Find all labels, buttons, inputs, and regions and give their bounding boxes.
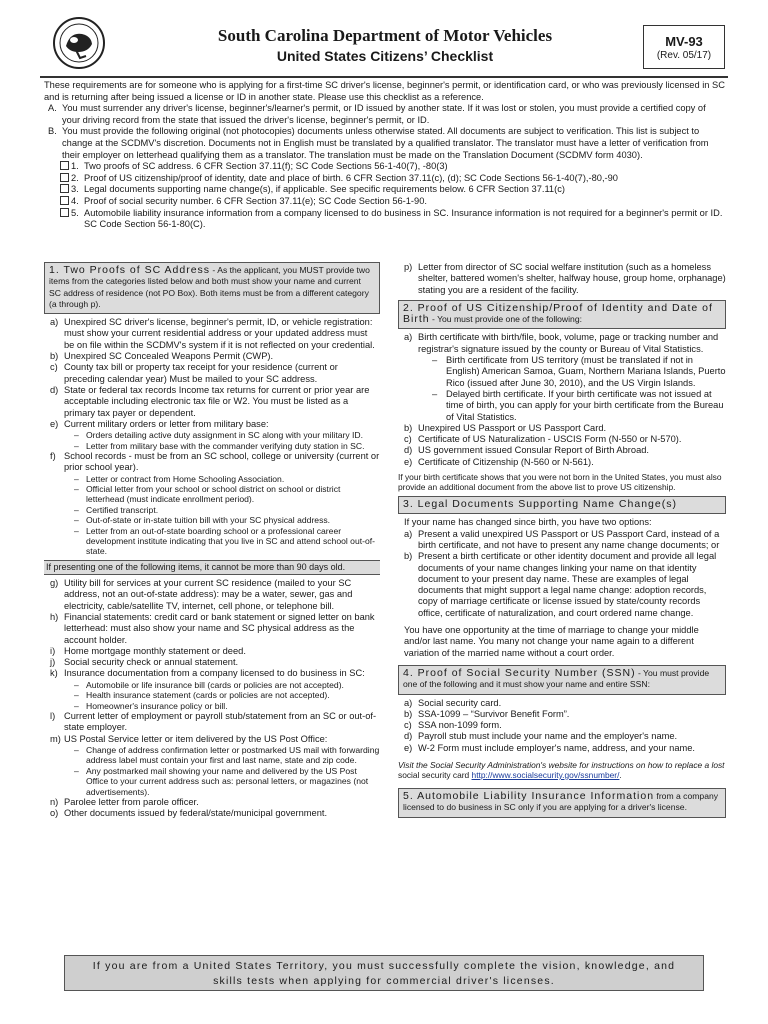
checklist-item[interactable] bbox=[44, 196, 726, 208]
sub-item: – Any postmarked mail showing your name and delivered by the US Post Office to your current address such as: personal letters, or magazines (not advertisements). bbox=[44, 766, 380, 797]
checkbox-icon[interactable] bbox=[60, 184, 69, 193]
checklist-item[interactable] bbox=[44, 173, 726, 185]
item-letter: m) bbox=[50, 733, 61, 744]
intro-item-b-letter: B. bbox=[48, 126, 57, 137]
list-item bbox=[44, 797, 380, 808]
list-item bbox=[398, 709, 726, 720]
intro-text: These requirements are for someone who is applying for a first-time SC driver's license, beginner's permit, or identification card, or who was previously licensed in SC and is returning after being issued a license or ID in another state. Please use this checklist as a reference. bbox=[44, 80, 725, 102]
item-text: Parolee letter from parole officer. bbox=[64, 796, 199, 807]
item-text: Financial statements: credit card or bank statement or signed letter on bank letterhead: must also show your name and SC physical address as the account holder. bbox=[64, 612, 375, 645]
item-letter: h) bbox=[50, 612, 59, 622]
checklist-number: 2. bbox=[71, 172, 79, 183]
sub-item: – Health insurance statement (cards or policies are not accepted). bbox=[44, 690, 380, 700]
page-subtitle: United States Citizens’ Checklist bbox=[276, 48, 494, 64]
checklist-number: 3. bbox=[71, 184, 79, 195]
item-letter: l) bbox=[50, 711, 56, 721]
intro-section bbox=[44, 80, 726, 231]
item-text: Birth certificate with birth/file, book, volume, page or tracking number and registrar's signature issued by the county or Bureau of Vital Statistics. bbox=[418, 332, 719, 354]
item-text: Utility bill for services at your current SC residence (mailed to your SC address, not an out-of-state address): may be a water, sewer, gas and electricity, cable/satellite TV, internet, cell phone, or telephone bill. bbox=[64, 578, 353, 611]
section-5-heading: 5. Automobile Liability Insurance Information bbox=[403, 789, 655, 802]
list-item bbox=[44, 612, 380, 646]
item-letter: i) bbox=[50, 645, 56, 656]
section-5-desc: from a company licensed to do business in SC only if you are applying for a driver's license. bbox=[403, 790, 719, 813]
checklist-number: 1. bbox=[71, 161, 79, 172]
checklist-number: 4. bbox=[71, 195, 79, 206]
sub-item-text: Letter from military base with the commander verifying duty station in SC. bbox=[86, 440, 365, 451]
checklist-text: Automobile liability insurance information from a company licensed to do business in SC. Insurance information is not required for a beginner's permit or ID. SC Code Section 56-1-80(C). bbox=[84, 207, 723, 230]
sub-item-text: Official letter from your school or school district on school or district letterhead (must indicate enrollment period). bbox=[86, 483, 341, 505]
item-text: US Postal Service letter or item delivered by the US Post Office: bbox=[64, 733, 328, 744]
sub-item-text: Automobile or life insurance bill (cards or policies are not accepted). bbox=[86, 679, 344, 690]
item-text: SSA-1099 – “Survivor Benefit Form”. bbox=[418, 708, 570, 719]
ninety-day-note: If presenting one of the following items, it cannot be more than 90 days old. bbox=[44, 560, 380, 575]
ssa-website-link[interactable]: http://www.socialsecurity.gov/ssnumber/ bbox=[471, 769, 620, 780]
item-letter: n) bbox=[50, 796, 59, 807]
right-column bbox=[398, 262, 726, 821]
footer-line-1: If you are from a United States Territory, you must successfully complete the vision, knowledge, and bbox=[92, 960, 676, 972]
item-letter: c) bbox=[50, 362, 58, 373]
list-item bbox=[44, 419, 380, 430]
form-revision: (Rev. 05/17) bbox=[656, 50, 712, 61]
list-item bbox=[398, 698, 726, 709]
sub-item: – Homeowner's insurance policy or bill. bbox=[44, 701, 380, 711]
sub-item: – Official letter from your school or school district on school or district letterhead (must indicate enrollment period). bbox=[44, 484, 380, 505]
item-letter: o) bbox=[50, 808, 59, 819]
item-letter: b) bbox=[404, 551, 413, 562]
scdmv-seal-logo-icon bbox=[52, 16, 106, 70]
section-2-header bbox=[398, 300, 726, 330]
ssn-note-end: . bbox=[619, 769, 622, 780]
sub-item: – Letter from an out-of-state boarding school or a professional career development institute indicating that you live in SC and attend school out-of-state. bbox=[44, 526, 380, 557]
item-letter: e) bbox=[404, 456, 413, 467]
page-title: South Carolina Department of Motor Vehicles bbox=[217, 26, 553, 45]
item-letter: f) bbox=[50, 450, 56, 461]
item-text: Unexpired US Passport or US Passport Card. bbox=[418, 422, 607, 433]
item-letter: b) bbox=[404, 708, 413, 719]
item-text: Present a birth certificate or other identity document and provide all legal documents of your name changes linking your name on that identity document to your present day name. These are examples of legal documents that might support a legal name change: adoption records, copy of marriage certificate or license issued by state/county records office, certificate of naturalization, and court ordered name change. bbox=[418, 551, 717, 618]
sub-item: – Change of address confirmation letter or postmarked US mail with forwarding address label must contain your first and last name, state and zip code. bbox=[74, 744, 380, 766]
footer-notice bbox=[64, 955, 704, 991]
list-item bbox=[398, 529, 726, 552]
section-4-header bbox=[398, 665, 726, 695]
form-number: MV-93 bbox=[665, 34, 703, 49]
sub-item: – Orders detailing active duty assignment in SC along with your military ID. bbox=[44, 430, 380, 440]
list-item bbox=[398, 332, 726, 355]
list-item bbox=[398, 262, 726, 296]
sub-item: – Letter or contract from Home Schooling Association. bbox=[44, 474, 380, 484]
item-text: Unexpired SC driver's license, beginner's permit, ID, or vehicle registration: must show your current residential address or your updated address must be on file within the SCDMV's system if it is not reflected on your credential. bbox=[64, 317, 375, 350]
list-item bbox=[44, 808, 380, 819]
list-item bbox=[398, 457, 726, 468]
list-item bbox=[44, 657, 380, 668]
section-1-heading: 1. Two Proofs of SC Address bbox=[49, 264, 211, 276]
item-text: Letter from director of SC social welfare institution (such as a homeless shelter, battered women's shelter, halfway house, group home, orphanage) stating you are a resident of the facility. bbox=[418, 262, 726, 295]
item-text: Unexpired SC Concealed Weapons Permit (CWP). bbox=[64, 351, 274, 362]
sub-item-text: Orders detailing active duty assignment in SC along with your military ID. bbox=[86, 430, 364, 441]
section-3-header bbox=[398, 496, 726, 514]
section-2-desc: - You must provide one of the following: bbox=[429, 314, 582, 325]
intro-item-b bbox=[44, 126, 726, 161]
section-2-note: If your birth certificate shows that you were not born in the United States, you must also provide an additional document from the above list to prove US citizenship. bbox=[398, 472, 722, 493]
list-item bbox=[44, 711, 380, 734]
checkbox-icon[interactable] bbox=[60, 208, 69, 217]
sub-item: – Birth certificate from US territory (must be translated if not in English) American Samoa, Guam, Northern Mariana Islands, Puerto Rico (issued after June 30, 2010), and the US Virgin Islands. bbox=[432, 355, 726, 388]
item-letter: j) bbox=[50, 657, 56, 668]
item-letter: a) bbox=[404, 697, 413, 708]
checklist-item[interactable] bbox=[44, 208, 726, 231]
sub-item-text: Any postmarked mail showing your name and delivered by the US Post Office to your current address such as: personal letters, or magazines (not advertisements). bbox=[86, 765, 369, 797]
item-letter: k) bbox=[50, 668, 58, 679]
checklist-text: Proof of social security number. 6 CFR Section 37.11(e); SC Code Section 56-1-90. bbox=[84, 195, 427, 206]
section-3-heading: 3. Legal Documents Supporting Name Change(s) bbox=[403, 498, 677, 511]
sub-item: – Certified transcript. bbox=[44, 505, 380, 515]
item-letter: c) bbox=[404, 720, 412, 731]
item-letter: p) bbox=[404, 262, 413, 272]
item-text: Insurance documentation from a company licensed to do business in SC: bbox=[64, 668, 365, 679]
form-number-box bbox=[643, 25, 725, 69]
item-text: Social security card. bbox=[418, 697, 502, 708]
item-text: Certificate of US Naturalization - USCIS Form (N-550 or N-570). bbox=[418, 434, 682, 445]
item-letter: g) bbox=[50, 578, 59, 589]
item-letter: b) bbox=[50, 351, 59, 362]
item-text: Current military orders or letter from military base: bbox=[64, 418, 269, 429]
ssn-note-italic: Visit the Social Security Administration's website for instructions on how to replace a lost bbox=[398, 759, 725, 770]
list-item bbox=[44, 385, 380, 419]
checkbox-icon[interactable] bbox=[60, 196, 69, 205]
checkbox-icon[interactable] bbox=[60, 161, 69, 170]
item-letter: c) bbox=[404, 434, 412, 445]
intro-item-a-letter: A. bbox=[48, 103, 57, 114]
item-text: Certificate of Citizenship (N-560 or N-561). bbox=[418, 456, 594, 467]
left-column bbox=[44, 262, 380, 820]
item-text: School records - must be from an SC school, college or university (current or prior school year). bbox=[64, 450, 380, 473]
sub-item-text: Homeowner's insurance policy or bill. bbox=[86, 700, 228, 711]
sub-item-text: Letter from an out-of-state boarding school or a professional career development institute indicating that you live in SC and attend school out-of-state. bbox=[86, 525, 376, 557]
section-2-heading: 2. Proof of US Citizenship/Proof of Identity and Date of Birth bbox=[403, 301, 713, 326]
section-1-desc: - As the applicant, you MUST provide two items from the categories listed below and both must show your name and current SC address of residence (not PO Box). Both items must be from a different category (a through p). bbox=[49, 265, 370, 309]
item-letter: d) bbox=[404, 445, 413, 456]
list-item bbox=[398, 720, 726, 731]
item-text: Social security check or annual statement. bbox=[64, 657, 239, 668]
list-item bbox=[398, 445, 726, 456]
sub-item-text: Letter or contract from Home Schooling Association. bbox=[86, 473, 285, 484]
sub-item-text: Certified transcript. bbox=[86, 504, 159, 515]
item-text: Present a valid unexpired US Passport or US Passport Card, instead of a birth certificate, and not have to present any name change documents; or bbox=[418, 528, 720, 550]
section-5-header bbox=[398, 788, 726, 818]
intro-item-a bbox=[44, 103, 726, 126]
sub-item-text: Change of address confirmation letter or postmarked US mail with forwarding address label must contain your first and last name, state and zip code. bbox=[86, 744, 380, 766]
item-text: Current letter of employment or payroll stub/statement from an SC or out-of-state employer. bbox=[64, 711, 377, 733]
list-item bbox=[44, 578, 380, 612]
intro-item-a-text: You must surrender any driver's license, beginner's/learner's permit, or ID issued by another state. If it was lost or stolen, you must provide a certified copy of your driving record from the state that issued the driver's license, beginner's permit, or ID. bbox=[62, 103, 706, 125]
sub-item-text: Out-of-state or in-state tuition bill with your SC physical address. bbox=[86, 515, 331, 526]
header-divider bbox=[40, 76, 728, 78]
ssn-note bbox=[398, 760, 726, 780]
section-1-header bbox=[44, 262, 380, 314]
sub-item: – Letter from military base with the commander verifying duty station in SC. bbox=[44, 441, 380, 451]
list-item bbox=[398, 731, 726, 742]
footer-line-2: skills tests when applying for commercial driver's licenses. bbox=[213, 975, 555, 987]
list-item bbox=[44, 734, 380, 745]
checklist-text: Proof of US citizenship/proof of identity, date and place of birth. 6 CFR Section 37.11(c), (d); SC Code Sections 56-1-40(7),-80,-90 bbox=[84, 172, 618, 183]
item-text: Home mortgage monthly statement or deed. bbox=[64, 645, 246, 656]
section-4-desc: - You must provide one of the following and it must show your name and entire SSN: bbox=[403, 667, 710, 690]
item-letter: b) bbox=[404, 422, 413, 433]
sub-item: – Automobile or life insurance bill (cards or policies are not accepted). bbox=[44, 680, 380, 690]
item-letter: d) bbox=[404, 731, 413, 742]
sub-item-text: Birth certificate from US territory (must be translated if not in English) American Samoa, Guam, Northern Mariana Islands, Puerto Rico (issued after June 30, 2010), and the US Virgin Islands. bbox=[446, 355, 726, 388]
sub-item-text: Delayed birth certificate. If your birth certificate was not issued at time of birth, you can apply for your birth certificate from the Bureau of Vital Statistics. bbox=[446, 388, 724, 422]
checklist-text: Legal documents supporting name change(s), if applicable. See specific requirements below. 6 CFR Section 37.11(c) bbox=[84, 184, 565, 195]
sub-item: – Delayed birth certificate. If your birth certificate was not issued at time of birth, you can apply for your birth certificate from the Bureau of Vital Statistics. bbox=[398, 389, 726, 423]
item-text: W-2 Form must include employer's name, address, and your name. bbox=[418, 742, 696, 753]
list-item bbox=[398, 551, 726, 619]
item-text: Payroll stub must include your name and the employer's name. bbox=[418, 731, 678, 742]
list-item bbox=[44, 668, 380, 679]
list-item bbox=[44, 646, 380, 657]
item-letter: e) bbox=[50, 418, 59, 429]
sub-item: – Out-of-state or in-state tuition bill with your SC physical address. bbox=[44, 515, 380, 525]
sub-item-text: Health insurance statement (cards or policies are not accepted). bbox=[86, 690, 330, 701]
item-letter: a) bbox=[404, 332, 413, 343]
section-3-closing: You have one opportunity at the time of marriage to change your middle and/or last name. You many not change your name again to a different variation of the married name without a court order. bbox=[404, 625, 699, 658]
checklist-item[interactable] bbox=[44, 161, 726, 173]
item-text: US government issued Consular Report of Birth Abroad. bbox=[418, 445, 649, 456]
list-item bbox=[44, 317, 380, 351]
item-text: Other documents issued by federal/state/municipal government. bbox=[64, 808, 328, 819]
list-item bbox=[44, 351, 380, 362]
item-letter: a) bbox=[404, 528, 413, 539]
list-item bbox=[398, 743, 726, 754]
section-3-intro: If your name has changed since birth, you have two options: bbox=[404, 517, 652, 528]
item-letter: e) bbox=[404, 742, 413, 753]
list-item bbox=[44, 362, 380, 385]
checklist-text: Two proofs of SC address. 6 CFR Section 37.11(f); SC Code Sections 56-1-40(7), -80(3) bbox=[84, 161, 448, 172]
item-text: State or federal tax records Income tax returns for current or prior year are acceptable including electronic tax file or W2. You must be listed as a primary tax payer or dependent. bbox=[64, 384, 370, 418]
item-letter: d) bbox=[50, 384, 59, 395]
checklist-item[interactable] bbox=[44, 184, 726, 196]
checkbox-icon[interactable] bbox=[60, 173, 69, 182]
intro-item-b-text: You must provide the following original (not photocopies) documents unless otherwise stated. All documents are subject to verification. This list is subject to change at the SCDMV's discretion. Documents not in English must be translated by a qualified translator. The translator must have a letter of verification from their employer on letterhead qualifying them as a translator. The translation must be made on the Translation Document (SCDMV form 4030). bbox=[62, 126, 709, 160]
item-text: County tax bill or property tax receipt for your residence (current or preceding calendar year) Must be mailed to your SC address. bbox=[64, 362, 338, 384]
list-item bbox=[44, 451, 380, 474]
checklist-number: 5. bbox=[71, 207, 79, 218]
ssn-note-rest: social security card bbox=[398, 769, 470, 780]
item-text: SSA non-1099 form. bbox=[418, 720, 502, 731]
list-item bbox=[398, 423, 726, 434]
item-letter: a) bbox=[50, 317, 59, 328]
section-4-heading: 4. Proof of Social Security Number (SSN) bbox=[403, 666, 636, 679]
list-item bbox=[398, 434, 726, 445]
